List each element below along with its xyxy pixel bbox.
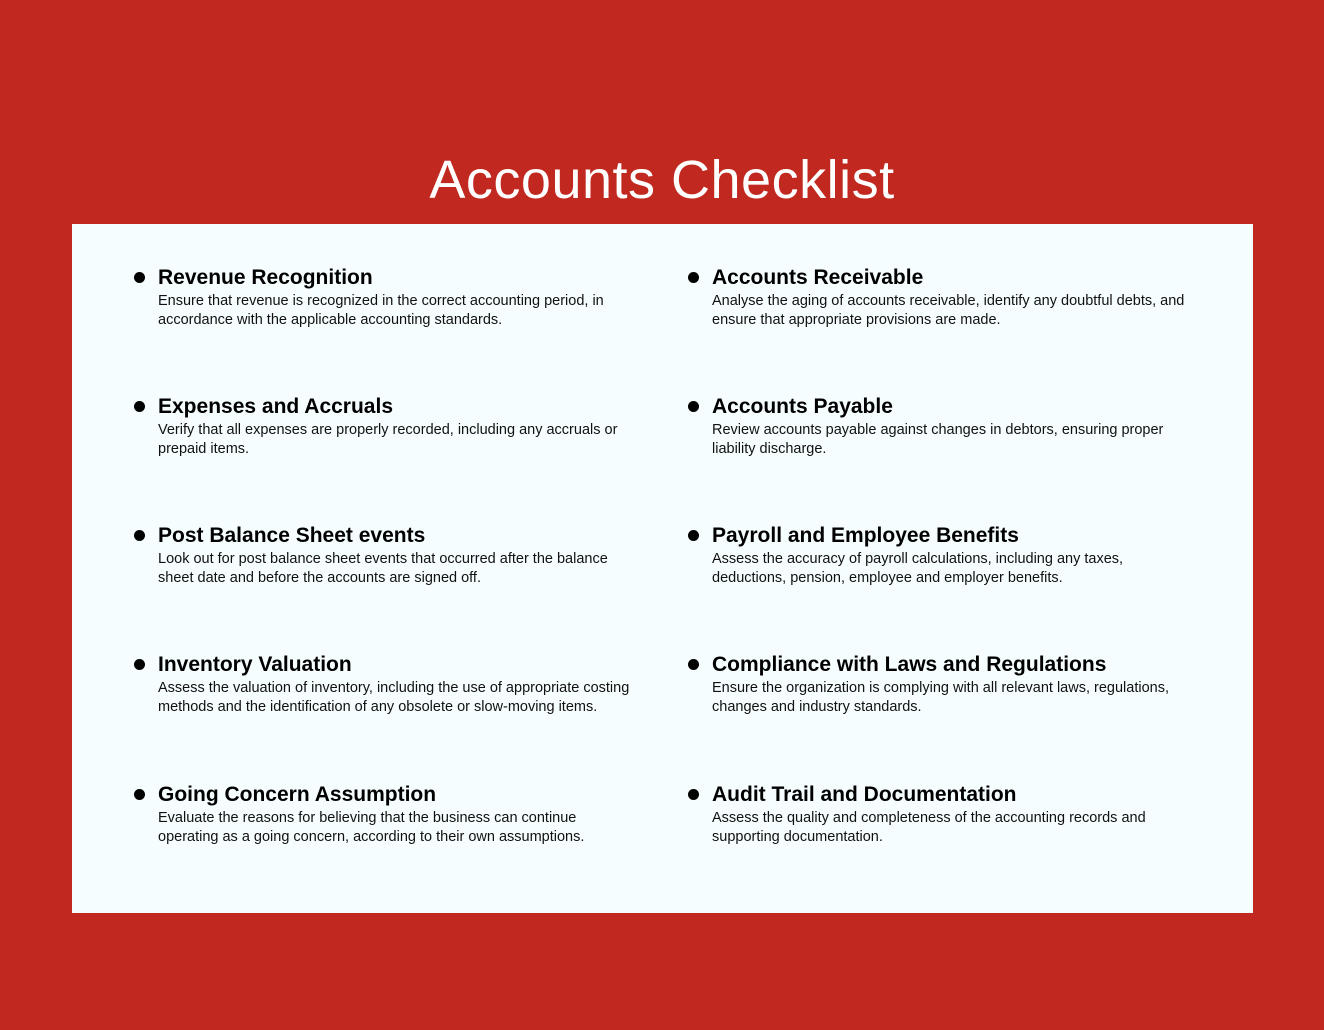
item-title: Expenses and Accruals bbox=[158, 395, 393, 418]
item-title: Audit Trail and Documentation bbox=[712, 783, 1017, 806]
checklist-item-payroll-and-employee-benefits bbox=[712, 522, 1187, 587]
item-title: Payroll and Employee Benefits bbox=[712, 524, 1019, 547]
bullet-icon bbox=[134, 272, 145, 283]
item-description: Verify that all expenses are properly recorded, including any accruals or prepaid items. bbox=[158, 422, 618, 457]
bullet-icon bbox=[134, 659, 145, 670]
bullet-icon bbox=[688, 789, 699, 800]
bullet-icon bbox=[688, 659, 699, 670]
item-description: Assess the valuation of inventory, including the use of appropriate costing methods and the identification of any obsolete or slow-moving items. bbox=[158, 680, 630, 715]
item-description: Analyse the aging of accounts receivable, identify any doubtful debts, and ensure that appropriate provisions are made. bbox=[712, 293, 1185, 328]
checklist-item-revenue-recognition bbox=[158, 264, 633, 329]
item-description: Assess the quality and completeness of the accounting records and supporting documentation. bbox=[712, 810, 1146, 845]
item-title: Compliance with Laws and Regulations bbox=[712, 653, 1107, 676]
checklist-item-expenses-and-accruals bbox=[158, 393, 633, 458]
checklist-card bbox=[72, 224, 1253, 913]
item-description: Review accounts payable against changes in debtors, ensuring proper liability discharge. bbox=[712, 422, 1164, 457]
bullet-icon bbox=[688, 530, 699, 541]
bullet-icon bbox=[688, 272, 699, 283]
bullet-icon bbox=[688, 401, 699, 412]
checklist-item-accounts-receivable bbox=[712, 264, 1187, 329]
item-title: Accounts Payable bbox=[712, 395, 893, 418]
bullet-icon bbox=[134, 401, 145, 412]
item-title: Post Balance Sheet events bbox=[158, 524, 426, 547]
bullet-icon bbox=[134, 789, 145, 800]
checklist-item-post-balance-sheet-events bbox=[158, 522, 633, 587]
item-description: Assess the accuracy of payroll calculations, including any taxes, deductions, pension, employee and employer benefits. bbox=[712, 551, 1124, 586]
item-description: Ensure the organization is complying with all relevant laws, regulations, changes and industry standards. bbox=[712, 680, 1169, 715]
item-title: Inventory Valuation bbox=[158, 653, 352, 676]
page-title: Accounts Checklist bbox=[429, 150, 895, 210]
item-description: Ensure that revenue is recognized in the correct accounting period, in accordance with the applicable accounting standards. bbox=[158, 293, 604, 328]
item-title: Revenue Recognition bbox=[158, 266, 373, 289]
checklist-item-compliance-with-laws bbox=[712, 651, 1187, 716]
item-title: Accounts Receivable bbox=[712, 266, 924, 289]
item-title: Going Concern Assumption bbox=[158, 783, 437, 806]
checklist-item-going-concern-assumption bbox=[158, 781, 633, 846]
bullet-icon bbox=[134, 530, 145, 541]
checklist-item-inventory-valuation bbox=[158, 651, 633, 716]
checklist-item-audit-trail-and-documentation bbox=[712, 781, 1187, 846]
item-description: Look out for post balance sheet events that occurred after the balance sheet date and before the accounts are signed off. bbox=[158, 551, 608, 586]
item-description: Evaluate the reasons for believing that the business can continue operating as a going concern, according to their own assumptions. bbox=[158, 810, 585, 845]
checklist-item-accounts-payable bbox=[712, 393, 1187, 458]
